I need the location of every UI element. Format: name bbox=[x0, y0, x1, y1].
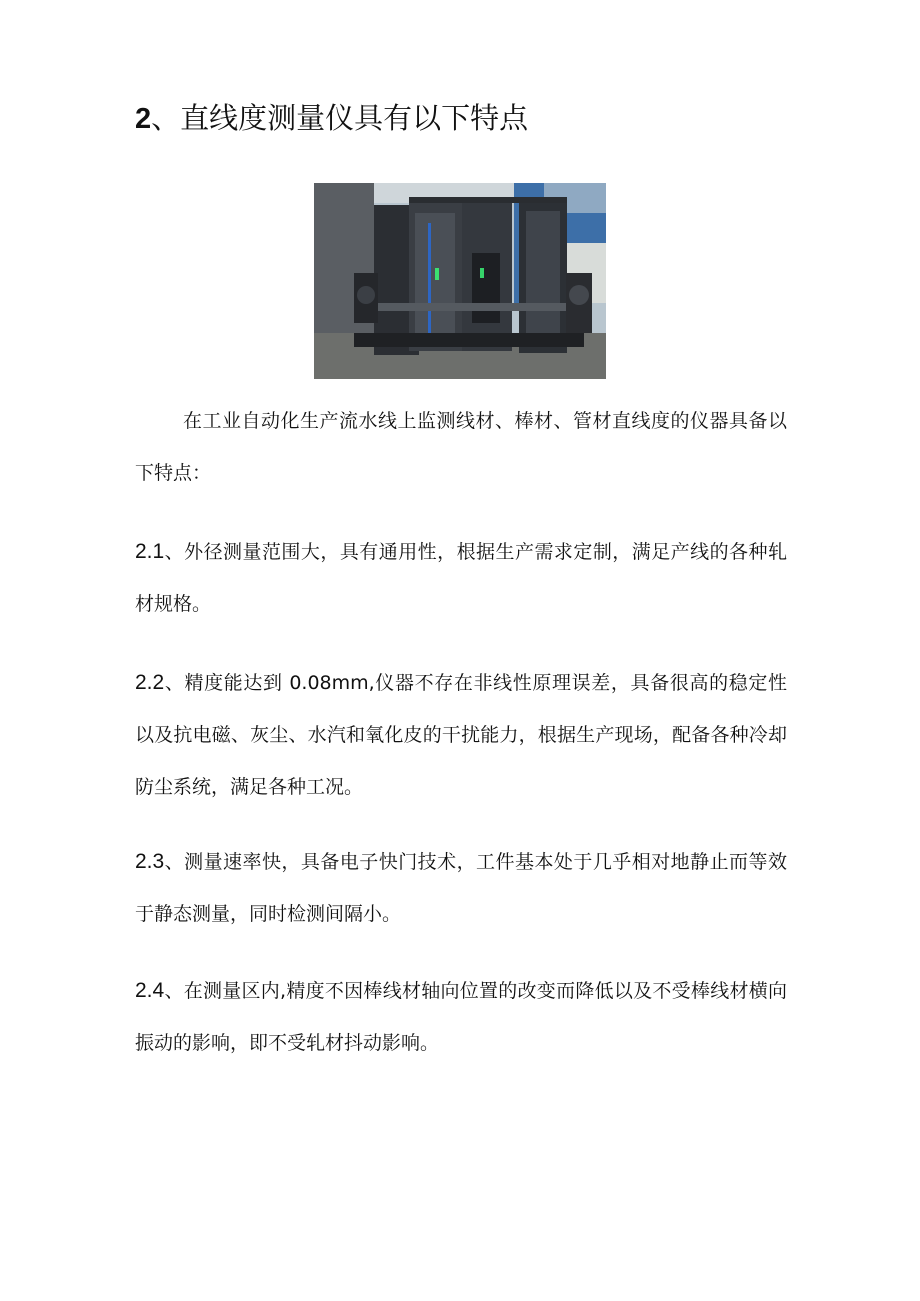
instrument-photo bbox=[314, 183, 606, 379]
feature-number: 2.2 bbox=[135, 671, 165, 694]
section-heading bbox=[135, 98, 528, 139]
section-number: 2 bbox=[135, 103, 152, 135]
feature-item bbox=[135, 836, 787, 940]
feature-item bbox=[135, 657, 787, 813]
section-title: 、直线度测量仪具有以下特点 bbox=[151, 101, 529, 135]
feature-text: 、外径测量范围大，具有通用性，根据生产需求定制，满足产线的各种轧材规格。 bbox=[135, 541, 787, 615]
feature-text: 、精度能达到 0.08mm,仪器不存在非线性原理误差，具备很高的稳定性以及抗电磁、灰尘、水汽和氧化皮的干扰能力，根据生产现场，配备各种冷却防尘系统，满足各种工况。 bbox=[135, 672, 787, 798]
feature-number: 2.1 bbox=[135, 540, 165, 563]
feature-number: 2.4 bbox=[135, 979, 165, 1002]
feature-number: 2.3 bbox=[135, 850, 165, 873]
feature-text: 、在测量区内,精度不因棒线材轴向位置的改变而降低以及不受棒线材横向振动的影响，即不受轧材抖动影响。 bbox=[135, 980, 787, 1054]
intro-paragraph: 在工业自动化生产流水线上监测线材、棒材、管材直线度的仪器具备以下特点： bbox=[135, 410, 787, 484]
feature-item bbox=[135, 965, 787, 1069]
feature-text: 、测量速率快，具备电子快门技术，工件基本处于几乎相对地静止而等效于静态测量，同时检测间隔小。 bbox=[135, 851, 787, 925]
straightness-gauge-photo-icon bbox=[314, 183, 606, 379]
feature-item bbox=[135, 526, 787, 630]
